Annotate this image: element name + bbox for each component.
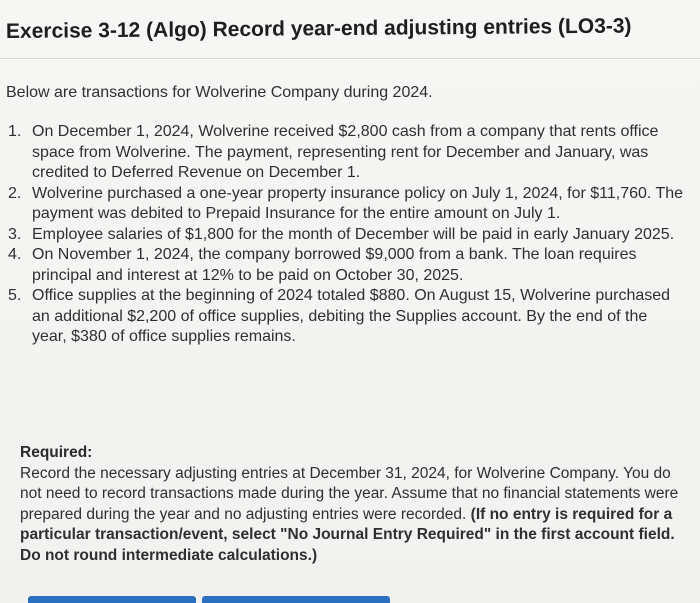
list-item-number: 1. [8,123,22,140]
list-item-text: On December 1, 2024, Wolverine received $2,800 cash from a company that rents office space from Wolverine. The payment, representing rent for December and January, was credited to Deferred Revenue on December 1. [32,123,659,181]
list-item [6,225,686,246]
transaction-list [6,122,686,348]
title-bar [0,14,700,59]
list-item-number: 2. [8,184,22,202]
intro-text: Below are transactions for Wolverine Company during 2024. [6,84,433,101]
list-item-number: 3. [8,225,22,243]
list-item [6,122,686,184]
list-item-number: 4. [8,246,22,263]
list-item-text: On November 1, 2024, the company borrowed $9,000 from a bank. The loan requires principal and interest at 12% to be paid on October 30, 2025. [32,246,637,284]
required-note: (If no entry is required for a particular transaction/event, select "No Journal Entry Required" in the first account field. Do not round intermediate calculations.) [20,505,675,564]
list-item [6,245,686,286]
list-item-text: Employee salaries of $1,800 for the month of December will be paid in early January 2025. [32,225,675,243]
list-item [6,286,686,348]
list-item-number: 5. [8,287,22,304]
exercise-title: Exercise 3-12 (Algo) Record year-end adjusting entries (LO3-3) [5,14,632,43]
required-instructions: Record the necessary adjusting entries at December 31, 2024, for Wolverine Company. You do not need to record transactions made during the year. Assume that no financial statements were prepared during the year and no adjusting entries were recorded. [20,464,679,523]
list-item-text: Wolverine purchased a one-year property insurance policy on July 1, 2024, for $11,760. The payment was debited to Prepaid Insurance for the entire amount on July 1. [32,184,684,222]
tab-required-2[interactable] [202,596,390,603]
required-section [20,443,680,566]
list-item [6,184,686,225]
tab-required-1[interactable] [28,596,196,603]
required-heading: Required: [20,444,93,461]
list-item-text: Office supplies at the beginning of 2024 totaled $880. On August 15, Wolverine purchased an additional $2,200 of office supplies, debiting the Supplies account. By the end of the year, $380 of office supplies remains. [32,287,671,345]
